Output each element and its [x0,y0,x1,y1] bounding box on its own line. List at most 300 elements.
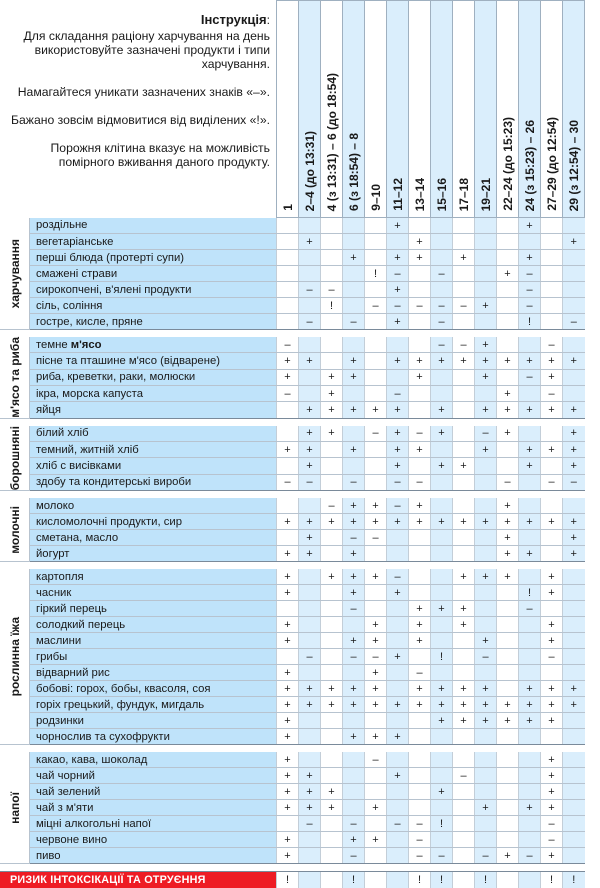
mark-cell: + [541,585,563,601]
mark-cell: – [387,569,409,585]
mark-cell [277,816,299,832]
mark-cell [497,752,519,768]
table-row [0,218,585,234]
mark-cell: – [299,314,321,330]
category-label-cell [0,498,30,562]
mark-cell [277,234,299,250]
mark-cell [431,832,453,848]
table-row [0,426,585,442]
mark-cell [365,314,387,330]
group-spacer [0,418,585,426]
table-row [0,665,585,681]
mark-cell [409,386,431,402]
mark-cell: + [299,234,321,250]
mark-cell [409,546,431,562]
table-row [0,800,585,816]
mark-cell [409,729,431,745]
mark-cell [409,458,431,474]
risk-mark-cell [321,872,343,888]
mark-cell: + [453,569,475,585]
mark-cell [387,713,409,729]
column-header-label: 19–21 [480,178,492,211]
mark-cell: – [519,298,541,314]
mark-cell: + [321,784,343,800]
product-label: маслини [30,633,277,649]
mark-cell [497,369,519,385]
mark-cell: + [563,426,585,442]
mark-cell: – [409,298,431,314]
category-label: харчування [8,239,22,308]
mark-cell: + [475,298,497,314]
mark-cell: – [409,426,431,442]
mark-cell [519,386,541,402]
mark-cell: – [431,266,453,282]
mark-cell [409,649,431,665]
mark-cell [519,569,541,585]
mark-cell [453,402,475,418]
column-header-1 [277,1,299,218]
mark-cell: – [541,649,563,665]
mark-cell [497,633,519,649]
mark-cell [321,768,343,784]
mark-cell [299,617,321,633]
group-spacer-cell [0,491,585,499]
mark-cell [365,353,387,369]
risk-mark-cell: ! [277,872,299,888]
mark-cell [475,816,497,832]
mark-cell [409,713,431,729]
mark-cell: + [475,369,497,385]
mark-cell [321,458,343,474]
mark-cell: + [277,569,299,585]
product-label: солодкий перець [30,617,277,633]
mark-cell [453,498,475,514]
mark-cell [519,530,541,546]
mark-cell: + [519,458,541,474]
column-header-label: 4 (з 13:31) – 6 (до 18:54) [326,73,338,211]
mark-cell [563,768,585,784]
product-label: грибы [30,649,277,665]
mark-cell [387,617,409,633]
mark-cell [387,633,409,649]
mark-cell [475,601,497,617]
mark-cell: + [343,697,365,713]
mark-cell: – [519,601,541,617]
mark-cell [321,713,343,729]
mark-cell: – [365,298,387,314]
category-label-cell [0,752,30,864]
mark-cell: + [475,569,497,585]
instructions-block [0,1,277,218]
mark-cell: + [343,402,365,418]
mark-cell [475,474,497,490]
mark-cell [343,426,365,442]
mark-cell: – [343,816,365,832]
mark-cell [365,234,387,250]
product-label: чорнослив та сухофрукти [30,729,277,745]
mark-cell: + [497,386,519,402]
mark-cell: + [343,369,365,385]
instruction-line-3: Бажано зовсім відмовитися від виділених «!». [4,113,270,127]
mark-cell [409,530,431,546]
mark-cell [299,752,321,768]
table-row [0,697,585,713]
mark-cell [365,282,387,298]
mark-cell: + [387,314,409,330]
mark-cell [431,282,453,298]
mark-cell: + [365,569,387,585]
mark-cell: + [563,681,585,697]
mark-cell [453,314,475,330]
mark-cell [541,665,563,681]
mark-cell [519,649,541,665]
mark-cell: + [497,514,519,530]
risk-mark-cell [497,872,519,888]
mark-cell: + [453,617,475,633]
mark-cell: + [519,218,541,234]
mark-cell [497,458,519,474]
mark-cell: + [409,633,431,649]
mark-cell: – [475,848,497,864]
mark-cell [321,665,343,681]
mark-cell [321,601,343,617]
column-header-label: 9–10 [370,184,382,211]
mark-cell: + [277,665,299,681]
mark-cell: + [387,218,409,234]
mark-cell: + [387,282,409,298]
mark-cell [519,752,541,768]
mark-cell [299,498,321,514]
risk-mark-cell: ! [431,872,453,888]
risk-mark-cell: ! [541,872,563,888]
mark-cell [365,848,387,864]
mark-cell [321,816,343,832]
mark-cell: – [519,848,541,864]
mark-cell [431,585,453,601]
mark-cell: – [387,816,409,832]
mark-cell: + [277,784,299,800]
mark-cell: – [343,314,365,330]
mark-cell [563,729,585,745]
column-header-label: 29 (з 12:54) – 30 [568,120,580,211]
risk-mark-cell: ! [343,872,365,888]
table-row [0,282,585,298]
mark-cell [277,250,299,266]
mark-cell: + [453,697,475,713]
mark-cell: – [519,369,541,385]
category-label: рослинна їжа [8,617,22,696]
mark-cell [563,633,585,649]
table-row [0,514,585,530]
risk-mark-cell [365,872,387,888]
table-row [0,546,585,562]
column-header-11 [497,1,519,218]
mark-cell: + [409,697,431,713]
mark-cell: + [409,442,431,458]
mark-cell [541,458,563,474]
mark-cell: + [387,768,409,784]
mark-cell: + [475,514,497,530]
mark-cell [321,250,343,266]
mark-cell: + [453,681,475,697]
mark-cell: – [541,816,563,832]
mark-cell: + [563,530,585,546]
mark-cell [453,546,475,562]
mark-cell [519,832,541,848]
table-row [0,530,585,546]
mark-cell: – [519,282,541,298]
mark-cell: – [541,386,563,402]
product-label: риба, креветки, раки, молюски [30,369,277,385]
mark-cell: + [519,697,541,713]
mark-cell [431,442,453,458]
table-row [0,752,585,768]
product-label: роздільне [30,218,277,234]
mark-cell [519,665,541,681]
mark-cell: + [387,585,409,601]
mark-cell [519,474,541,490]
mark-cell: – [409,816,431,832]
mark-cell [497,617,519,633]
mark-cell [475,234,497,250]
mark-cell: + [431,402,453,418]
mark-cell [453,442,475,458]
mark-cell [431,369,453,385]
mark-cell: – [321,282,343,298]
mark-cell: + [365,681,387,697]
mark-cell: + [343,633,365,649]
mark-cell [431,250,453,266]
mark-cell: + [277,848,299,864]
column-header-label: 17–18 [458,178,470,211]
mark-cell: + [277,752,299,768]
mark-cell [475,386,497,402]
mark-cell [541,218,563,234]
table-row [0,768,585,784]
mark-cell: + [497,498,519,514]
mark-cell [365,601,387,617]
table-row [0,498,585,514]
mark-cell: + [299,546,321,562]
mark-cell [453,426,475,442]
product-label: пиво [30,848,277,864]
mark-cell [365,768,387,784]
mark-cell: + [541,784,563,800]
mark-cell [321,585,343,601]
mark-cell [475,250,497,266]
mark-cell [541,234,563,250]
mark-cell: + [475,681,497,697]
mark-cell [563,218,585,234]
mark-cell [321,218,343,234]
mark-cell [387,546,409,562]
risk-mark-cell: ! [409,872,431,888]
instructions-title-colon: : [267,13,270,27]
mark-cell [343,665,365,681]
mark-cell [387,800,409,816]
risk-mark-cell: ! [475,872,497,888]
mark-cell [563,800,585,816]
mark-cell [563,498,585,514]
mark-cell: + [431,697,453,713]
product-label: яйця [30,402,277,418]
mark-cell [409,266,431,282]
mark-cell: ! [431,649,453,665]
mark-cell: – [541,474,563,490]
mark-cell [497,681,519,697]
mark-cell: + [387,402,409,418]
mark-cell: + [299,426,321,442]
table-row [0,816,585,832]
mark-cell: + [277,353,299,369]
mark-cell [497,250,519,266]
mark-cell [321,353,343,369]
mark-cell: + [497,697,519,713]
mark-cell: + [431,426,453,442]
column-header-13 [541,1,563,218]
mark-cell [387,681,409,697]
mark-cell [541,266,563,282]
mark-cell: + [409,498,431,514]
mark-cell: + [563,514,585,530]
column-header-label: 15–16 [436,178,448,211]
mark-cell: + [343,729,365,745]
product-label: картопля [30,569,277,585]
mark-cell [497,337,519,353]
column-header-5 [365,1,387,218]
product-label: бобові: горох, бобы, квасоля, соя [30,681,277,697]
mark-cell [343,298,365,314]
mark-cell [541,282,563,298]
mark-cell [453,729,475,745]
mark-cell [431,546,453,562]
mark-cell: + [541,402,563,418]
table-row [0,848,585,864]
mark-cell: + [541,768,563,784]
mark-cell [541,601,563,617]
table-row [0,729,585,745]
table-row [0,234,585,250]
mark-cell: + [343,442,365,458]
product-label: какао, кава, шоколад [30,752,277,768]
mark-cell [409,768,431,784]
product-label: молоко [30,498,277,514]
mark-cell [453,266,475,282]
column-header-7 [409,1,431,218]
product-label: сирокопчені, в'ялені продукти [30,282,277,298]
mark-cell [563,266,585,282]
mark-cell [387,337,409,353]
product-label: вегетаріанське [30,234,277,250]
mark-cell [299,369,321,385]
mark-cell [387,752,409,768]
table-row [0,337,585,353]
mark-cell [563,585,585,601]
mark-cell [431,633,453,649]
mark-cell: + [453,353,475,369]
table-row [0,298,585,314]
mark-cell: ! [519,314,541,330]
mark-cell: + [541,617,563,633]
mark-cell: + [387,729,409,745]
product-label: міцні алкогольні напої [30,816,277,832]
mark-cell: + [277,442,299,458]
mark-cell: + [497,569,519,585]
table-row [0,633,585,649]
mark-cell [409,282,431,298]
mark-cell: + [299,514,321,530]
mark-cell [475,768,497,784]
mark-cell: + [519,353,541,369]
mark-cell [541,314,563,330]
mark-cell [277,266,299,282]
mark-cell: + [453,458,475,474]
mark-cell: + [431,458,453,474]
mark-cell [453,633,475,649]
mark-cell: – [277,474,299,490]
table-row [0,601,585,617]
mark-cell [299,713,321,729]
mark-cell [431,768,453,784]
mark-cell: + [541,800,563,816]
product-label: родзинки [30,713,277,729]
group-spacer [0,491,585,499]
mark-cell: – [541,337,563,353]
mark-cell [475,282,497,298]
mark-cell [343,752,365,768]
mark-cell: – [431,848,453,864]
instruction-line-4: Порожня клітина вказує на можливість помірного вживання даного продукту. [4,141,270,169]
product-label: білий хліб [30,426,277,442]
mark-cell [453,282,475,298]
mark-cell [541,426,563,442]
mark-cell [453,369,475,385]
mark-cell [321,752,343,768]
table-row [0,353,585,369]
instruction-line-2: Намагайтеся уникати зазначених знаків «–». [4,85,270,99]
mark-cell [321,314,343,330]
mark-cell [497,442,519,458]
mark-cell: + [475,442,497,458]
mark-cell [453,386,475,402]
mark-cell [277,402,299,418]
mark-cell [321,832,343,848]
column-header-10 [475,1,497,218]
mark-cell [497,729,519,745]
mark-cell [431,474,453,490]
mark-cell [563,649,585,665]
mark-cell [475,546,497,562]
mark-cell [365,713,387,729]
mark-cell: + [343,546,365,562]
mark-cell [431,218,453,234]
mark-cell [365,474,387,490]
mark-cell [519,729,541,745]
mark-cell [475,784,497,800]
mark-cell [431,617,453,633]
column-header-label: 22–24 (до 15:23) [502,117,514,211]
mark-cell [365,784,387,800]
mark-cell [453,848,475,864]
mark-cell [497,585,519,601]
mark-cell: ! [365,266,387,282]
mark-cell: + [321,800,343,816]
product-label: гостре, кисле, пряне [30,314,277,330]
product-label: чай з м'яти [30,800,277,816]
column-header-12 [519,1,541,218]
mark-cell: + [453,601,475,617]
mark-cell [409,569,431,585]
